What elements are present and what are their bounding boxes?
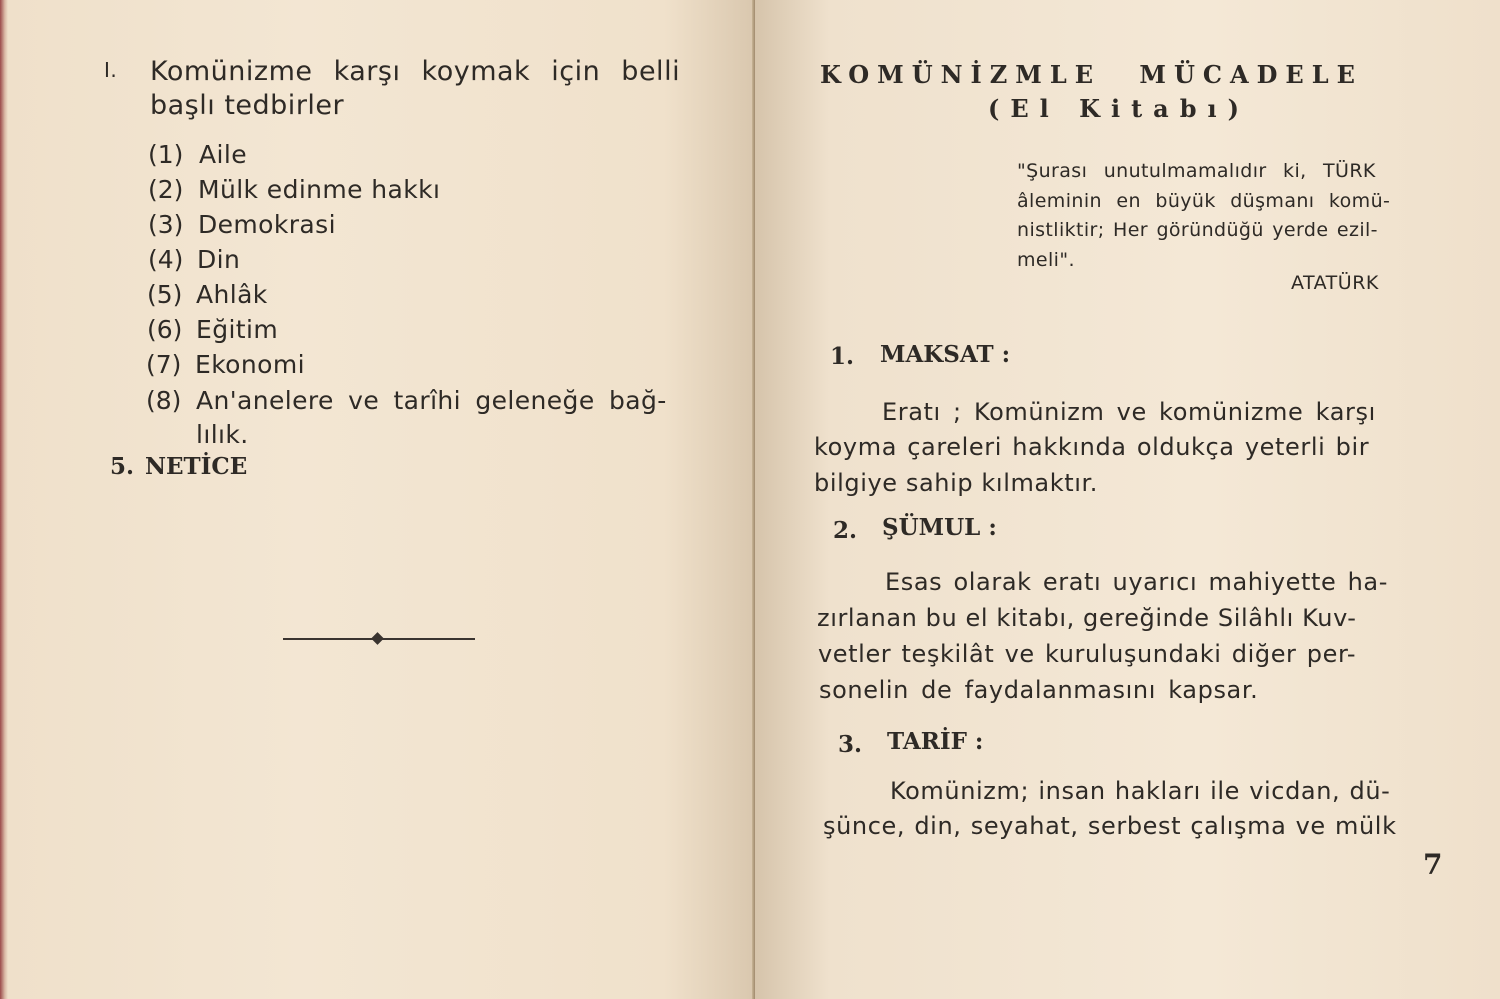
paragraph-line: Esas olarak eratı uyarıcı mahiyette ha- [885, 568, 1388, 596]
list-item-text: Mülk edinme hakkı [198, 175, 441, 204]
list-item-text: Din [197, 245, 241, 274]
list-item-text: An'anelere ve tarîhi geleneğe bağ- [196, 386, 667, 415]
list-item-number: (4) [148, 245, 184, 274]
section-title: MAKSAT : [880, 341, 1011, 368]
list-item-number: (1) [148, 140, 184, 169]
right-page [755, 0, 1500, 999]
divider-ornament [371, 632, 384, 645]
list-item-continuation: lılık. [196, 420, 249, 449]
list-item-number: (8) [146, 386, 182, 415]
heading-line-1: Komünizme karşı koymak için belli [150, 56, 681, 87]
section-number: 3. [838, 731, 863, 758]
paragraph-line: Komünizm; insan hakları ile vicdan, dü- [890, 777, 1391, 805]
section-title: TARİF : [887, 728, 984, 755]
paragraph-line: koyma çareleri hakkında oldukça yeterli bir [814, 433, 1370, 461]
list-item-number: (6) [147, 315, 183, 344]
list-item-number: (3) [148, 210, 184, 239]
list-item-text: Eğitim [196, 315, 279, 344]
list-item-text: Ekonomi [195, 350, 305, 379]
book-edge [0, 0, 8, 999]
section-title: ŞÜMUL : [882, 514, 997, 541]
list-item-number: (7) [146, 350, 182, 379]
list-item-text: Ahlâk [196, 280, 268, 309]
quote-line: nistliktir; Her göründüğü yerde ezil- [1017, 219, 1378, 241]
paragraph-line: Eratı ; Komünizm ve komünizme karşı [882, 398, 1376, 426]
paragraph-line: bilgiye sahip kılmaktır. [814, 469, 1099, 497]
paragraph-line: sonelin de faydalanmasını kapsar. [819, 676, 1259, 704]
section-5-title: NETİCE [145, 453, 248, 480]
paragraph-line: zırlanan bu el kitabı, gereğinde Silâhlı Kuv- [817, 604, 1357, 632]
quote-line: "Şurası unutulmamalıdır ki, TÜRK [1017, 160, 1376, 182]
list-item-number: (5) [147, 280, 183, 309]
quote-author: ATATÜRK [1291, 272, 1379, 294]
list-item-number: (2) [148, 175, 184, 204]
page-number: 7 [1423, 848, 1443, 881]
section-number: 2. [833, 517, 858, 544]
quote-line: meli". [1017, 249, 1075, 271]
paragraph-line: şünce, din, seyahat, serbest çalışma ve mülk [823, 812, 1397, 840]
section-5-number: 5. [110, 453, 135, 480]
list-item-text: Aile [199, 140, 247, 169]
section-number: 1. [830, 343, 855, 370]
quote-line: âleminin en büyük düşmanı komü- [1017, 190, 1391, 212]
booklet-title: KOMÜNİZMLE MÜCADELE [820, 60, 1363, 89]
list-item-text: Demokrasi [198, 210, 336, 239]
heading-number: I. [104, 58, 118, 82]
booklet-subtitle: (El Kitabı) [988, 94, 1250, 123]
heading-line-2: başlı tedbirler [150, 90, 345, 121]
paragraph-line: vetler teşkilât ve kuruluşundaki diğer per- [818, 640, 1357, 668]
